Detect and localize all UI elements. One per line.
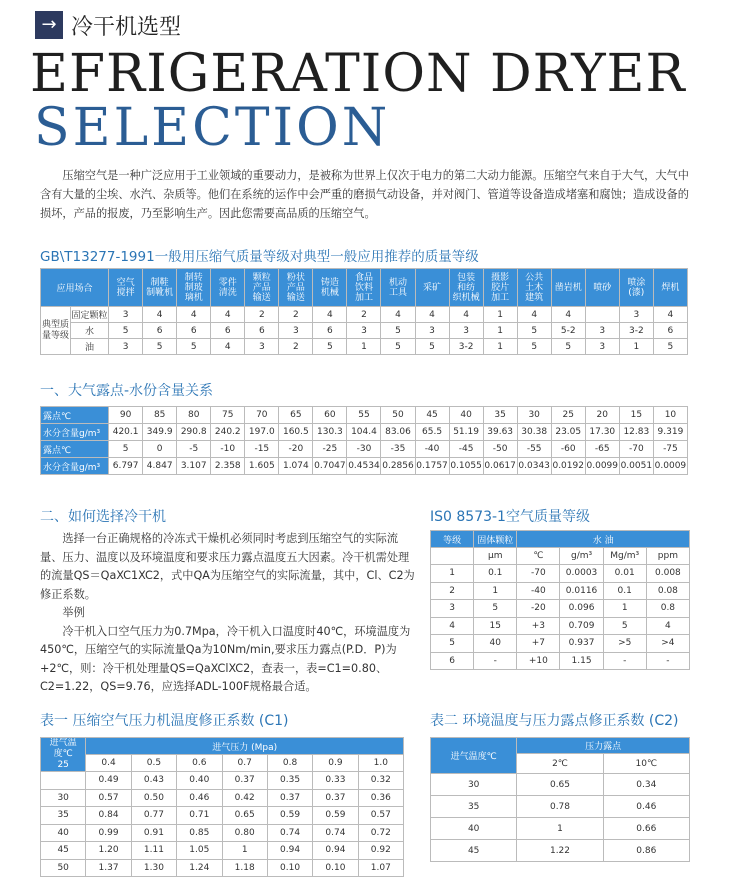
dew-cell: -60 (551, 441, 585, 458)
gb-col-header: 零件 清洗 (211, 269, 245, 307)
dew-cell: 1.605 (245, 458, 279, 475)
c1-table (40, 737, 404, 877)
arrow-right-icon: → (35, 11, 63, 39)
dew-cell: 15 (619, 407, 653, 424)
dew-cell: 6.797 (109, 458, 143, 475)
iso-cell: 0.1 (603, 582, 646, 600)
iso-cell: -70 (517, 565, 560, 583)
gb-cell: 5 (415, 339, 449, 355)
c1-temp (41, 772, 86, 790)
gb-cell: 5-2 (551, 323, 585, 339)
iso-cell: - (646, 652, 689, 670)
dew-cell: 51.19 (449, 424, 483, 441)
dew-cell: 290.8 (177, 424, 211, 441)
dew-cell: 0.1055 (449, 458, 483, 475)
iso-cell: 1 (474, 582, 517, 600)
iso-cell: 0.096 (560, 600, 603, 618)
dew-cell: 30.38 (517, 424, 551, 441)
gb-col-header: 粉状 产品 输送 (279, 269, 313, 307)
dew-cell: 35 (483, 407, 517, 424)
gb-col-header: 颗粒 产品 输送 (245, 269, 279, 307)
gb-cell: 4 (211, 339, 245, 355)
c1-cell: 0.46 (177, 789, 222, 807)
iso-cell: -20 (517, 600, 560, 618)
dew-cell: 20 (585, 407, 619, 424)
dew-cell: 1.074 (279, 458, 313, 475)
iso-unit-header: ℃ (517, 548, 560, 565)
gb-cell: 3 (279, 323, 313, 339)
how-title: 二、如何选择冷干机 (40, 509, 166, 525)
iso-cell: 0.0116 (560, 582, 603, 600)
how-paragraph-2: 冷干机入口空气压力为0.7Mpa，冷干机入口温度时40℃，环境温度为450℃，压缩空气的实际流量Qa为10Nm/min,要求压力露点(P.D．P)为+2℃，则：冷干机处理量QS=QaXClXC2，查表一，表=C1=0.80、C2=1.22，QS=9.76，应选择ADL-100F规格最合适。 (40, 624, 411, 693)
iso-cell: - (474, 652, 517, 670)
gb-cell: 2 (347, 307, 381, 323)
dew-cell: -5 (177, 441, 211, 458)
c1-cell: 0.74 (267, 824, 312, 842)
gb-corner-header: 应用场合 (41, 269, 109, 307)
c1-cell: 0.33 (313, 772, 358, 790)
dew-cell: 0.0617 (483, 458, 517, 475)
dew-row-label: 露点℃ (41, 407, 109, 424)
gb-cell: 5 (653, 339, 687, 355)
gb-col-header: 喷砂 (585, 269, 619, 307)
iso-title: IS0 8573-1空气质量等级 (430, 509, 590, 525)
how-body (40, 530, 415, 697)
iso-cell: 1 (603, 600, 646, 618)
c1-cell: 0.57 (86, 789, 131, 807)
c1-pressure-value: 0.5 (131, 755, 176, 772)
c1-cell: 0.10 (267, 859, 312, 877)
dew-cell: 349.9 (143, 424, 177, 441)
gb-col-header: 制鞋 制靴机 (143, 269, 177, 307)
iso-cell: 6 (431, 652, 474, 670)
dew-cell: -35 (381, 441, 415, 458)
iso-cell: 0.937 (560, 635, 603, 653)
gb-cell: 5 (109, 323, 143, 339)
c1-cell: 0.40 (177, 772, 222, 790)
c2-cell: 0.78 (517, 796, 603, 818)
dew-cell: 70 (245, 407, 279, 424)
gb-cell: 5 (551, 339, 585, 355)
how-example-label: 举例 (62, 606, 85, 619)
c1-cell: 1.30 (131, 859, 176, 877)
gb-row-label: 水 (71, 323, 109, 339)
dew-cell: -30 (347, 441, 381, 458)
dew-cell: 23.05 (551, 424, 585, 441)
dew-cell: 9.319 (653, 424, 687, 441)
gb-cell: 2 (279, 307, 313, 323)
gb-cell: 4 (415, 307, 449, 323)
iso-cell: 15 (474, 617, 517, 635)
gb-col-header: 喷涂 (漆) (619, 269, 653, 307)
iso-cell: 1.15 (560, 652, 603, 670)
dew-cell: 17.30 (585, 424, 619, 441)
iso-cell: 5 (474, 600, 517, 618)
dew-cell: 65 (279, 407, 313, 424)
c1-cell: 0.94 (313, 842, 358, 860)
dew-cell: 12.83 (619, 424, 653, 441)
dew-cell: 90 (109, 407, 143, 424)
c2-temp: 45 (431, 840, 517, 862)
iso-unit-header: μm (474, 548, 517, 565)
gb-cell: 5 (313, 339, 347, 355)
c1-cell: 0.85 (177, 824, 222, 842)
c1-cell: 0.42 (222, 789, 267, 807)
iso-cell: +10 (517, 652, 560, 670)
gb-group-label: 典型质 量等级 (41, 307, 71, 355)
dew-cell: -75 (653, 441, 687, 458)
c1-temp: 35 (41, 807, 86, 825)
dew-cell: 0.1757 (415, 458, 449, 475)
intro-paragraph: 压缩空气是一种广泛应用于工业领域的重要动力，是被称为世界上仅次于电力的第二大动力能源。压缩空气来自于大气，大气中含有大量的尘埃、水汽、杂质等。他们在系统的运作中会严重的磨损气动设备，并对阀门、管道等设备造成堵塞和腐蚀；造成设备的损坏，产品的报废，乃至影响生产。因此您需要高品质的压缩空气。 (40, 169, 689, 220)
c1-cell: 0.36 (358, 789, 403, 807)
iso-header-water-oil: 水 油 (517, 531, 690, 548)
c1-cell: 0.37 (267, 789, 312, 807)
gb-cell: 5 (143, 339, 177, 355)
c1-cell: 0.37 (313, 789, 358, 807)
dew-cell: -70 (619, 441, 653, 458)
c1-temp: 50 (41, 859, 86, 877)
c1-pressure-value: 0.9 (313, 755, 358, 772)
c1-corner: 进气温度℃ 25 (41, 738, 86, 772)
dewpoint-table (40, 406, 688, 475)
c1-pressure-value: 1.0 (358, 755, 403, 772)
dew-cell: 55 (347, 407, 381, 424)
iso-unit-header: Mg/m³ (603, 548, 646, 565)
how-paragraph-1: 选择一台正确规格的冷冻式干燥机必须同时考虑到压缩空气的实际流量、压力、温度以及环境温度和要求压力露点温度五大因素。冷干机需处理的流量QS＝QaXC1XC2，式中QA为压缩空气的实际流量，其中，Cl、C2为修正系数。 (40, 532, 415, 601)
c1-pressure-value: 0.4 (86, 755, 131, 772)
dew-cell: 83.06 (381, 424, 415, 441)
c1-cell: 0.99 (86, 824, 131, 842)
dew-cell: 39.63 (483, 424, 517, 441)
gb-col-header: 凿岩机 (551, 269, 585, 307)
gb-cell: 6 (143, 323, 177, 339)
c2-cell: 0.46 (603, 796, 689, 818)
iso-cell: 0.01 (603, 565, 646, 583)
dew-cell: 10 (653, 407, 687, 424)
dew-cell: 2.358 (211, 458, 245, 475)
dew-cell: -20 (279, 441, 313, 458)
dew-cell: 45 (415, 407, 449, 424)
c1-cell: 0.94 (267, 842, 312, 860)
dew-cell: 0.0099 (585, 458, 619, 475)
c1-cell: 1.07 (358, 859, 403, 877)
gb-quality-table (40, 268, 688, 355)
c2-temp: 30 (431, 774, 517, 796)
dew-cell: 0.0051 (619, 458, 653, 475)
dew-cell: 60 (313, 407, 347, 424)
gb-cell: 1 (483, 339, 517, 355)
gb-cell: 3 (449, 323, 483, 339)
dew-cell: 0.7047 (313, 458, 347, 475)
gb-cell: 3 (415, 323, 449, 339)
c1-cell: 0.72 (358, 824, 403, 842)
gb-cell: 3 (245, 339, 279, 355)
gb-col-header: 公共 土木 建筑 (517, 269, 551, 307)
c1-pressure-value: 0.6 (177, 755, 222, 772)
gb-cell: 5 (517, 339, 551, 355)
dew-cell: -50 (483, 441, 517, 458)
iso-cell: 3 (431, 600, 474, 618)
c2-cell: 0.34 (603, 774, 689, 796)
gb-row-label: 固定颗粒 (71, 307, 109, 323)
dew-cell: 5 (109, 441, 143, 458)
dew-cell: 240.2 (211, 424, 245, 441)
gb-cell: 4 (143, 307, 177, 323)
c2-dewpoint-header: 压力露点 (517, 738, 690, 754)
dew-cell: 50 (381, 407, 415, 424)
dew-cell: -55 (517, 441, 551, 458)
gb-col-header: 包装 和纺 织机械 (449, 269, 483, 307)
c2-temp: 40 (431, 818, 517, 840)
gb-cell: 6 (245, 323, 279, 339)
c2-cell: 1 (517, 818, 603, 840)
iso-quality-table (430, 530, 690, 670)
dew-cell: -65 (585, 441, 619, 458)
c1-cell: 1.37 (86, 859, 131, 877)
c2-cell: 1.22 (517, 840, 603, 862)
iso-cell: 0.709 (560, 617, 603, 635)
gb-col-header: 铸造 机械 (313, 269, 347, 307)
dew-row-label: 水分含量g/m³ (41, 458, 109, 475)
c1-cell: 0.57 (358, 807, 403, 825)
dew-cell: 80 (177, 407, 211, 424)
gb-cell: 3 (109, 339, 143, 355)
gb-cell: 1 (619, 339, 653, 355)
iso-cell: 40 (474, 635, 517, 653)
iso-cell: 2 (431, 582, 474, 600)
gb-cell: 3 (619, 307, 653, 323)
c2-cell: 0.66 (603, 818, 689, 840)
c2-table (430, 737, 690, 862)
c1-pressure-value: 0.7 (222, 755, 267, 772)
big-title-line2: SELECTION (34, 98, 391, 158)
header-title: 冷干机选型 (71, 14, 182, 40)
iso-cell: +7 (517, 635, 560, 653)
iso-cell: 0.08 (646, 582, 689, 600)
gb-cell: 5 (381, 339, 415, 355)
c2-corner: 进气温度℃ (431, 738, 517, 774)
dew-cell: 0.4534 (347, 458, 381, 475)
iso-header-blank (431, 548, 474, 565)
dew-row-label: 露点℃ (41, 441, 109, 458)
dew-cell: -40 (415, 441, 449, 458)
dew-cell: 197.0 (245, 424, 279, 441)
gb-cell: 3-2 (619, 323, 653, 339)
c1-cell: 0.80 (222, 824, 267, 842)
c1-pressure-header: 进气压力 (Mpa) (86, 738, 404, 755)
c1-cell: 0.65 (222, 807, 267, 825)
gb-col-header: 机动 工具 (381, 269, 415, 307)
gb-cell: 5 (381, 323, 415, 339)
iso-unit-header: ppm (646, 548, 689, 565)
gb-cell: 6 (313, 323, 347, 339)
c1-cell: 0.84 (86, 807, 131, 825)
dew-cell: -15 (245, 441, 279, 458)
gb-col-header: 空气 搅拌 (109, 269, 143, 307)
iso-cell: +3 (517, 617, 560, 635)
c2-cell: 0.65 (517, 774, 603, 796)
dew-cell: 3.107 (177, 458, 211, 475)
iso-header-grade: 等级 (431, 531, 474, 548)
c1-cell: 1.20 (86, 842, 131, 860)
c1-cell: 0.37 (222, 772, 267, 790)
gb-col-header: 焊机 (653, 269, 687, 307)
c1-cell: 0.50 (131, 789, 176, 807)
c1-cell: 1.18 (222, 859, 267, 877)
c1-cell: 0.59 (313, 807, 358, 825)
iso-cell: - (603, 652, 646, 670)
dew-cell: 85 (143, 407, 177, 424)
c1-cell: 0.43 (131, 772, 176, 790)
gb-cell: 4 (177, 307, 211, 323)
gb-cell: 5 (517, 323, 551, 339)
gb-cell: 3 (347, 323, 381, 339)
c1-cell: 1 (222, 842, 267, 860)
iso-cell: 4 (431, 617, 474, 635)
dew-cell: 0.2856 (381, 458, 415, 475)
c1-cell: 1.11 (131, 842, 176, 860)
iso-cell: 4 (646, 617, 689, 635)
gb-cell: 5 (177, 339, 211, 355)
iso-cell: 0.008 (646, 565, 689, 583)
gb-cell: 4 (517, 307, 551, 323)
iso-header-solid: 固体颗粒 (474, 531, 517, 548)
dew-cell: 30 (517, 407, 551, 424)
dew-cell: 420.1 (109, 424, 143, 441)
gb-cell: 6 (177, 323, 211, 339)
dew-cell: 0 (143, 441, 177, 458)
iso-cell: 0.8 (646, 600, 689, 618)
c1-cell: 0.35 (267, 772, 312, 790)
gb-cell: 6 (211, 323, 245, 339)
iso-cell: 0.1 (474, 565, 517, 583)
dew-cell: 25 (551, 407, 585, 424)
dew-cell: 40 (449, 407, 483, 424)
dew-cell: 130.3 (313, 424, 347, 441)
gb-cell: 3 (585, 339, 619, 355)
c1-temp: 30 (41, 789, 86, 807)
page-header (35, 10, 181, 40)
gb-col-header: 摄影 胶片 加工 (483, 269, 517, 307)
dew-cell: -25 (313, 441, 347, 458)
big-title-line1: EFRIGERATION DRYER (30, 44, 686, 104)
iso-cell: -40 (517, 582, 560, 600)
iso-cell: 1 (431, 565, 474, 583)
iso-cell: 5 (603, 617, 646, 635)
c1-cell: 0.10 (313, 859, 358, 877)
c1-temp: 45 (41, 842, 86, 860)
dew-cell: 0.0192 (551, 458, 585, 475)
dew-cell: 160.5 (279, 424, 313, 441)
c1-cell: 0.71 (177, 807, 222, 825)
gb-cell (585, 307, 619, 323)
iso-cell: >5 (603, 635, 646, 653)
gb-cell: 1 (347, 339, 381, 355)
gb-cell: 3-2 (449, 339, 483, 355)
c1-cell: 0.32 (358, 772, 403, 790)
c2-temp: 35 (431, 796, 517, 818)
c1-pressure-value: 0.8 (267, 755, 312, 772)
c1-cell: 0.77 (131, 807, 176, 825)
iso-cell: >4 (646, 635, 689, 653)
gb-cell: 3 (109, 307, 143, 323)
dew-cell: -45 (449, 441, 483, 458)
dew-cell: 0.0343 (517, 458, 551, 475)
c2-col-header: 10℃ (603, 754, 689, 774)
gb-cell: 4 (551, 307, 585, 323)
c2-col-header: 2℃ (517, 754, 603, 774)
c1-cell: 0.49 (86, 772, 131, 790)
c2-cell: 0.86 (603, 840, 689, 862)
c1-cell: 1.05 (177, 842, 222, 860)
iso-cell: 5 (431, 635, 474, 653)
gb-col-header: 制转 制玻 璃机 (177, 269, 211, 307)
gb-cell: 1 (483, 323, 517, 339)
gb-cell: 4 (449, 307, 483, 323)
gb-cell: 2 (245, 307, 279, 323)
dew-cell: 65.5 (415, 424, 449, 441)
c1-title: 表一 压缩空气压力机温度修正系数 (C1) (40, 713, 289, 729)
c1-cell: 0.74 (313, 824, 358, 842)
gb-cell: 6 (653, 323, 687, 339)
gb-cell: 4 (211, 307, 245, 323)
gb-col-header: 采矿 (415, 269, 449, 307)
gb-cell: 2 (279, 339, 313, 355)
dew-row-label: 水分含量g/m³ (41, 424, 109, 441)
gb-cell: 4 (313, 307, 347, 323)
dew-cell: 0.0009 (653, 458, 687, 475)
c1-cell: 0.59 (267, 807, 312, 825)
dew-cell: 104.4 (347, 424, 381, 441)
c1-cell: 0.92 (358, 842, 403, 860)
dew-cell: 4.847 (143, 458, 177, 475)
c1-cell: 0.91 (131, 824, 176, 842)
c2-title: 表二 环境温度与压力露点修正系数 (C2) (430, 713, 679, 729)
iso-cell: 0.0003 (560, 565, 603, 583)
c1-temp: 40 (41, 824, 86, 842)
gb-row-label: 油 (71, 339, 109, 355)
dew-cell: -10 (211, 441, 245, 458)
gb-cell: 4 (653, 307, 687, 323)
dew-title: 一、大气露点-水份含量关系 (40, 383, 214, 399)
gb-col-header: 食品 饮料 加工 (347, 269, 381, 307)
gb-cell: 3 (585, 323, 619, 339)
dew-cell: 75 (211, 407, 245, 424)
iso-unit-header: g/m³ (560, 548, 603, 565)
gb-title: GB\T13277-1991一般用压缩气质量等级对典型一般应用推荐的质量等级 (40, 249, 479, 265)
c1-cell: 1.24 (177, 859, 222, 877)
gb-cell: 1 (483, 307, 517, 323)
gb-cell: 4 (381, 307, 415, 323)
